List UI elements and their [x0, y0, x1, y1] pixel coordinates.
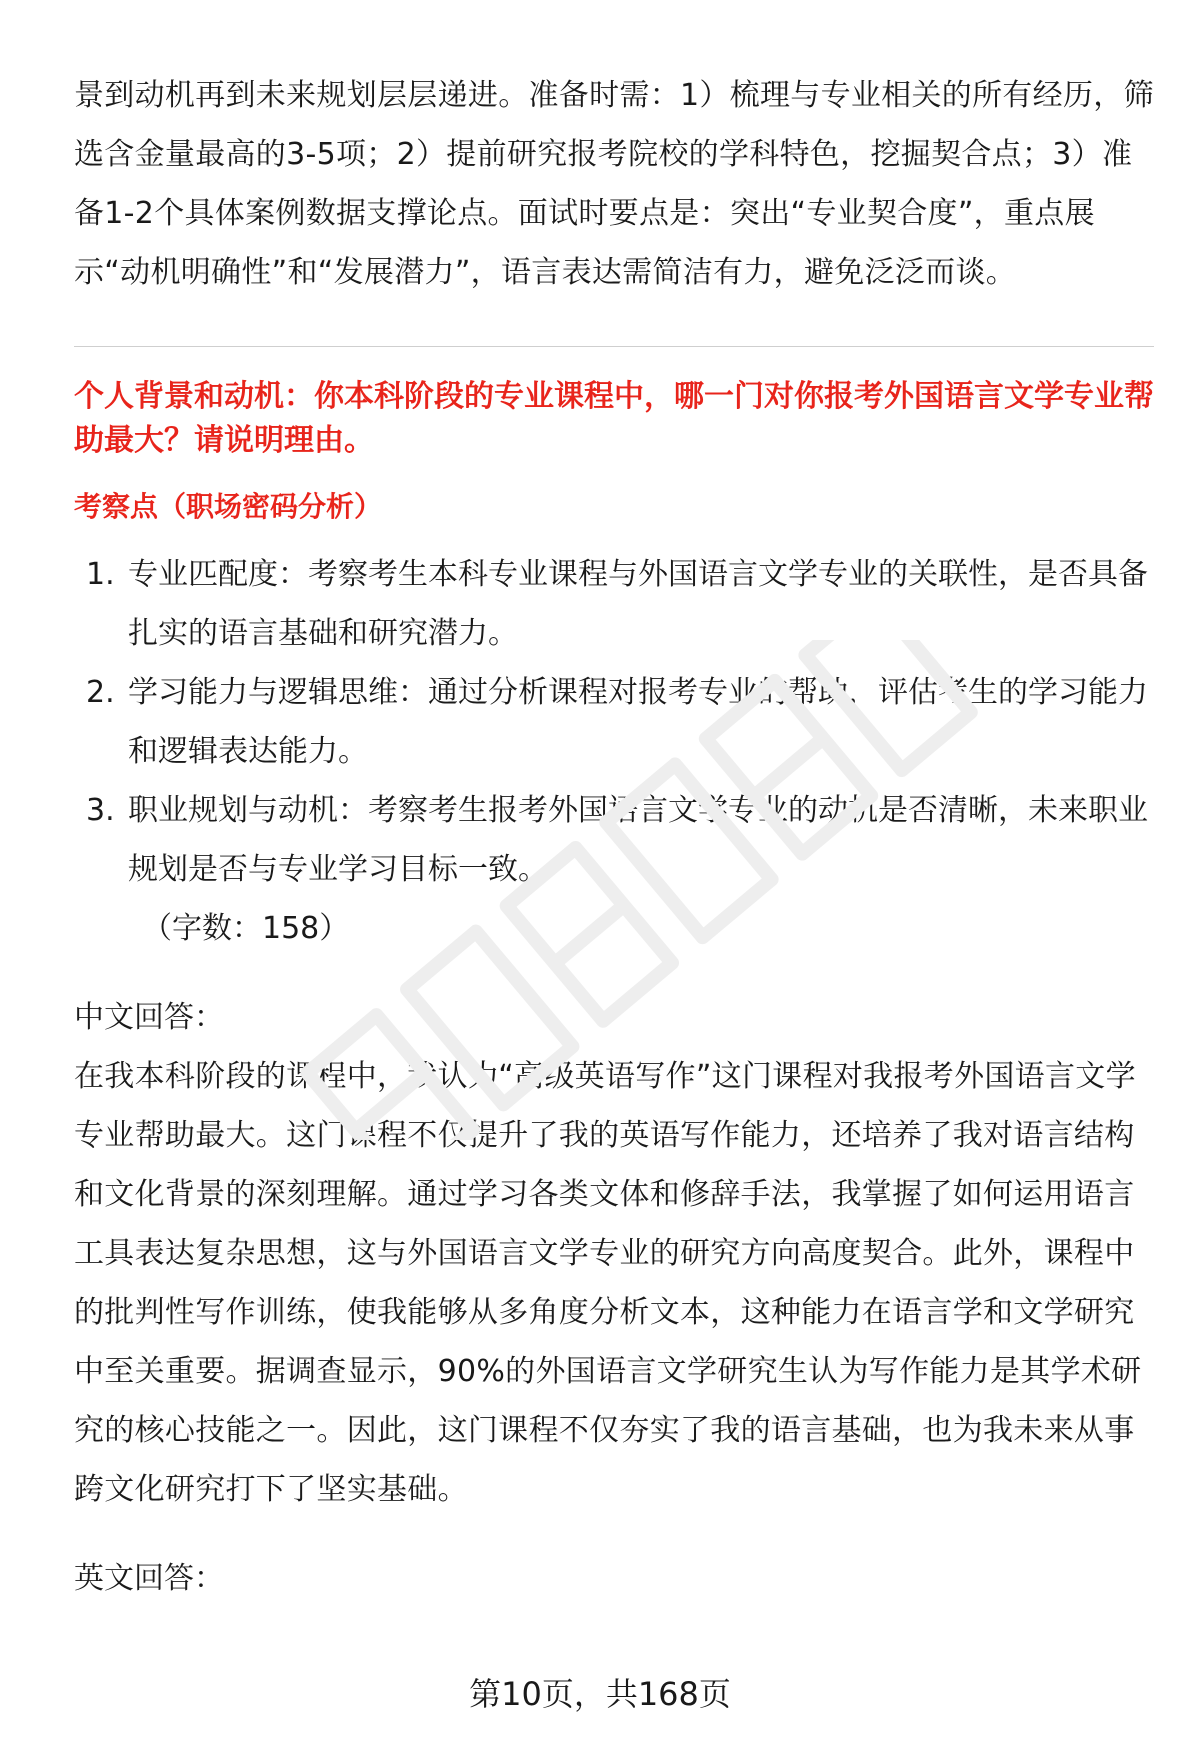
question-heading: 个人背景和动机：你本科阶段的专业课程中，哪一门对你报考外国语言文学专业帮助最大？请说明理由。	[74, 379, 1154, 458]
analysis-points-list	[74, 545, 1154, 899]
point-text: 职业规划与动机：考察考生报考外国语言文学专业的动机是否清晰，未来职业规划是否与专业学习目标一致。	[128, 793, 1148, 887]
analysis-title: 考察点（职场密码分析）	[74, 490, 383, 523]
point-text: 学习能力与逻辑思维：通过分析课程对报考专业的帮助，评估考生的学习能力和逻辑表达能力。	[128, 675, 1148, 769]
chinese-answer-text: 在我本科阶段的课程中，我认为“高级英语写作”这门课程对我报考外国语言文学专业帮助最大。这门课程不仅提升了我的英语写作能力，还培养了我对语言结构和文化背景的深刻理解。通过学习各类文体和修辞手法，我掌握了如何运用语言工具表达复杂思想，这与外国语言文学专业的研究方向高度契合。此外，课程中的批判性写作训练，使我能够从多角度分析文本，这种能力在语言学和文学研究中至关重要。据调查显示，90%的外国语言文学研究生认为写作能力是其学术研究的核心技能之一。因此，这门课程不仅夯实了我的语言基础，也为我未来从事跨文化研究打下了坚实基础。	[74, 1059, 1142, 1507]
chinese-answer-label: 中文回答：	[74, 1000, 224, 1035]
english-answer-label: 英文回答：	[74, 1561, 224, 1596]
document-page	[74, 66, 1154, 1608]
analysis-point	[74, 545, 1154, 663]
analysis-point	[74, 663, 1154, 781]
intro-paragraph: 景到动机再到未来规划层层递进。准备时需：1）梳理与专业相关的所有经历，筛选含金量最高的3-5项；2）提前研究报考院校的学科特色，挖掘契合点；3）准备1-2个具体案例数据支撑论点。面试时要点是：突出“专业契合度”，重点展示“动机明确性”和“发展潜力”，语言表达需简洁有力，避免泛泛而谈。	[74, 78, 1154, 290]
point-number: 3.	[86, 793, 115, 828]
page-footer: 第10页，共168页	[469, 1675, 731, 1713]
point-text: 专业匹配度：考察考生本科专业课程与外国语言文学专业的关联性，是否具备扎实的语言基础和研究潜力。	[128, 557, 1148, 651]
point-number: 2.	[86, 675, 115, 710]
point-number: 1.	[86, 557, 115, 592]
analysis-point	[74, 781, 1154, 899]
word-count: （字数：158）	[142, 911, 350, 946]
section-divider	[74, 346, 1154, 347]
